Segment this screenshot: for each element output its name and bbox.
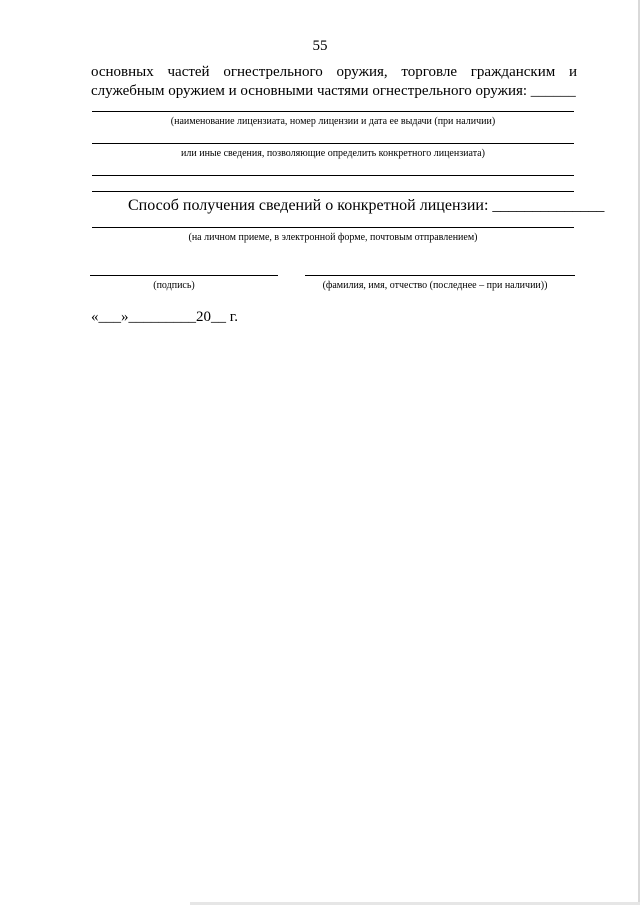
intro-text-line-2: служебным оружием и основными частями огнестрельного оружия: ______ (91, 83, 576, 99)
full-name-caption: (фамилия, имя, отчество (последнее – при наличии)) (322, 280, 548, 291)
page-number: 55 (312, 38, 328, 54)
full-name-line (305, 275, 575, 276)
licensee-fill-line-2 (92, 143, 574, 144)
intro-text-line-1: основных частей огнестрельного оружия, торговле гражданским и (91, 64, 577, 80)
date-line: «___»_________20__ г. (91, 309, 238, 325)
blank-fill-line-1 (92, 175, 574, 176)
licensee-fill-line (92, 111, 574, 112)
signature-caption: (подпись) (153, 280, 195, 291)
licensee-caption: (наименование лицензиата, номер лицензии и дата ее выдачи (при наличии) (170, 116, 496, 127)
signature-line (90, 275, 278, 276)
method-label: Способ получения сведений о конкретной лицензии: ______________ (128, 197, 605, 214)
blank-fill-line-2 (92, 191, 574, 192)
method-caption: (на личном приеме, в электронной форме, почтовым отправлением) (188, 232, 478, 243)
method-fill-line (92, 227, 574, 228)
other-info-caption: или иные сведения, позволяющие определить конкретного лицензиата) (181, 148, 485, 159)
